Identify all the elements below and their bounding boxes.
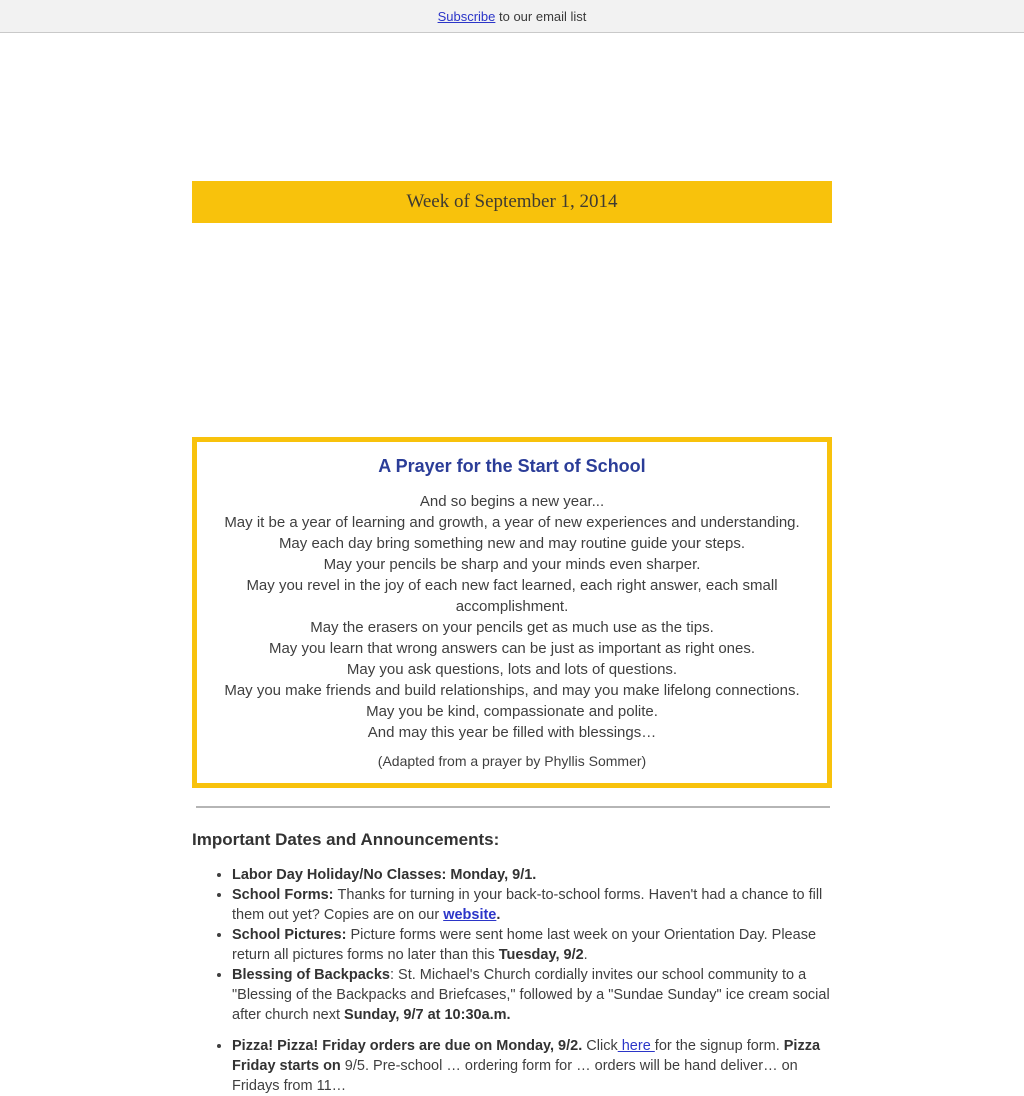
- subscribe-bar-text: to our email list: [495, 8, 587, 24]
- prayer-line: May each day bring something new and may routine guide your steps.: [278, 535, 746, 552]
- prayer-line: May the erasers on your pencils get as much use as the tips.: [310, 619, 714, 636]
- text-segment: .: [583, 947, 588, 963]
- text-segment: Pizza Friday starts on: [232, 1038, 821, 1074]
- text-segment: Click: [582, 1038, 618, 1054]
- website-link[interactable]: website: [443, 907, 497, 923]
- announcement-item: [232, 965, 832, 1025]
- text-segment: Tuesday, 9/2: [498, 947, 584, 963]
- text-segment: for the signup form.: [654, 1038, 784, 1054]
- announcement-item: [232, 925, 832, 965]
- text-segment: Sunday, 9/7 at 10:30a.m.: [344, 1007, 511, 1023]
- prayer-box: [192, 437, 832, 788]
- text-segment: 9/5. Pre-school … ordering form for … orders will be hand deliver… on Fridays from 11…: [232, 1058, 798, 1094]
- pizza-signup-here-link[interactable]: here: [617, 1038, 655, 1054]
- week-banner: [192, 181, 832, 223]
- announcement-item: [232, 1036, 832, 1096]
- text-segment: Labor Day Holiday/No Classes:: [232, 867, 451, 883]
- prayer-line: And may this year be filled with blessings…: [367, 724, 657, 741]
- announcements-list: [192, 865, 832, 1096]
- prayer-lines: [205, 491, 819, 743]
- prayer-line: May you make friends and build relationships, and may you make lifelong connections.: [224, 682, 800, 699]
- announcement-item: [232, 865, 832, 885]
- prayer-line: May you revel in the joy of each new fact learned, each right answer, each small accomplishment.: [246, 577, 778, 615]
- week-banner-title: Week of September 1, 2014: [406, 191, 618, 212]
- text-segment: Picture forms were sent home last week on your Orientation Day. Please return all pictures forms no later than this: [232, 927, 817, 963]
- prayer-line: May your pencils be sharp and your minds even sharper.: [323, 556, 701, 573]
- prayer-line: And so begins a new year...: [419, 493, 605, 510]
- section-divider: [196, 806, 830, 808]
- text-segment: Blessing of Backpacks: [232, 967, 390, 983]
- subscribe-bar-content: [438, 9, 587, 24]
- text-segment: Pizza! Pizza! Friday orders are due on Monday, 9/2.: [232, 1038, 583, 1054]
- text-segment: Monday, 9/1.: [450, 867, 537, 883]
- prayer-line: May you be kind, compassionate and polite.: [366, 703, 658, 720]
- text-segment: School Forms:: [232, 887, 338, 903]
- prayer-line: May you learn that wrong answers can be just as important as right ones.: [268, 640, 756, 657]
- announcement-item: [232, 885, 832, 925]
- subscribe-bar: [0, 0, 1024, 33]
- text-segment: .: [496, 907, 501, 923]
- prayer-title: A Prayer for the Start of School: [378, 456, 646, 476]
- prayer-attribution: (Adapted from a prayer by Phyllis Sommer): [377, 753, 647, 769]
- prayer-line: May it be a year of learning and growth, a year of new experiences and understanding.: [224, 514, 800, 531]
- text-segment: Thanks for turning in your back-to-school forms. Haven't had a chance to fill them out yet? Copies are on our: [232, 887, 823, 923]
- prayer-line: May you ask questions, lots and lots of questions.: [346, 661, 678, 678]
- email-body: [192, 181, 832, 1096]
- subscribe-link[interactable]: Subscribe: [437, 8, 496, 24]
- announcements-heading: Important Dates and Announcements:: [192, 830, 500, 849]
- text-segment: School Pictures:: [232, 927, 351, 943]
- text-segment: : St. Michael's Church cordially invites our school community to a "Blessing of the Backpacks and Briefcases," followed by a "Sundae Sunday" ice cream social after church next: [232, 967, 830, 1023]
